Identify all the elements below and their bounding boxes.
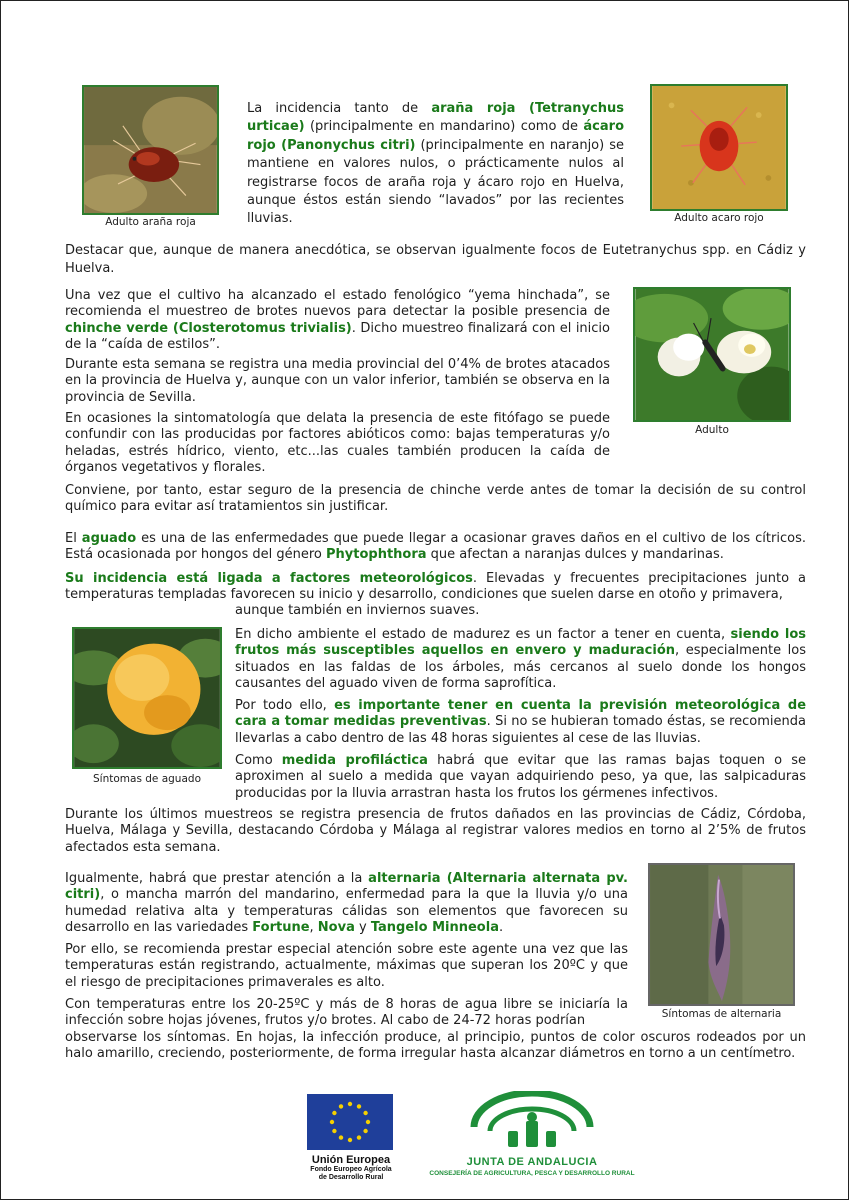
eu-flag-icon	[307, 1094, 393, 1150]
chinche-paragraph-3: En ocasiones la sintomatología que delata la presencia de este fitófago se puede confundir con las producidas por factores abióticos como: bajas temperaturas y/o heladas, estrés hídrico, viento, etc...las cuales también producen la caída de órganos vegetativos y florales.	[65, 411, 610, 476]
green-bug-photo	[633, 287, 791, 422]
red-mite-photo	[650, 84, 788, 211]
mites-paragraph: La incidencia tanto de araña roja (Tetranychus urticae) (principalmente en mandarino) como de ácaro rojo (Panonychus citri) (principalmente en naranjo) se mantiene en valores nulos, o prácticamente nulos al registrarse focos de araña roja y ácaro rojo en Huelva, aunque éstos están siendo “lavados” por las recientes lluvias.	[247, 101, 624, 227]
eu-fund-line-2: de Desarrollo Rural	[318, 1174, 384, 1181]
alternaria-image	[650, 865, 793, 1004]
alternaria-photo	[648, 863, 795, 1006]
aguado-paragraph-6: Durante los últimos muestreos se registra presencia de frutos dañados en las provincias de Cádiz, Córdoba, Huelva, Málaga y Sevilla, destacando Córdoba y Málaga al registrar valores medios en torno al 2’5% de frutos afectados esta semana.	[65, 807, 806, 855]
junta-logo	[426, 1091, 638, 1186]
aguado-caption: Síntomas de aguado	[93, 773, 201, 785]
chinche-paragraph-2: Durante esta semana se registra una media provincial del 0’4% de brotes atacados en la provincia de Huelva y, aunque con un valor inferior, también se observa en la provincia de Sevilla.	[65, 357, 610, 405]
aguado-paragraph-2-tail: aunque también en inviernos suaves.	[235, 603, 480, 618]
spider-mite-image	[84, 87, 217, 213]
green-bug-caption: Adulto	[695, 424, 729, 436]
eu-fund-line-1: Fondo Europeo Agrícola	[310, 1166, 392, 1173]
aguado-image	[74, 629, 220, 767]
red-mite-name: ácaro rojo (Panonychus citri)	[247, 119, 624, 153]
spider-mite-name: araña roja (Tetranychus urticae)	[247, 101, 624, 135]
chinche-paragraph-1: Una vez que el cultivo ha alcanzado el estado fenológico “yema hinchada”, se recomienda el muestreo de brotes nuevos para detectar la posible presencia de chinche verde (Closterotomus trivialis). Dicho muestreo finalizará con el inicio de la “caída de estilos”.	[65, 288, 610, 353]
aguado-paragraph-5: Como medida profiláctica habrá que evitar que las ramas bajas toquen o se aproximen al suelo a medida que vayan adquiriendo peso, ya que, las salpicaduras producidas por la lluvia arrastran hasta los frutos los gérmenes infectivos.	[235, 753, 806, 801]
chinche-name: chinche verde (Closterotomus trivialis)	[65, 320, 352, 336]
junta-emblem-icon	[426, 1091, 638, 1151]
junta-name: JUNTA DE ANDALUCIA	[466, 1156, 598, 1168]
aguado-paragraph-1: El aguado es una de las enfermedades que puede llegar a ocasionar graves daños en el cultivo de los cítricos. Está ocasionada por hongos del género Phytophthora que afectan a naranjas dulces y mandarinas.	[65, 531, 806, 563]
spider-mite-caption: Adulto araña roja	[105, 216, 196, 228]
aguado-paragraph-3: En dicho ambiente el estado de madurez es un factor a tener en cuenta, siendo los frutos más susceptibles aquellos en envero y maduración, especialmente los situados en las faldas de los árboles, más cercanos al suelo donde los hongos causantes del aguado viven de forma saprofítica.	[235, 627, 807, 692]
aguado-paragraph-2: Su incidencia está ligada a factores meteorológicos. Elevadas y frecuentes precipitaciones junto a temperaturas templadas favorecen su inicio y desarrollo, condiciones que suelen darse en otoño y primavera,	[65, 571, 807, 603]
eu-title: Unión Europea	[311, 1154, 391, 1166]
eu-logo	[307, 1094, 395, 1186]
aguado-photo	[72, 627, 222, 769]
spider-mite-photo	[82, 85, 219, 215]
green-bug-image	[635, 289, 789, 420]
alternaria-paragraph-3-bottom: observarse los síntomas. En hojas, la infección produce, al principio, puntos de color oscuros rodeados por un halo amarillo, creciendo, posteriormente, de forma irregular hasta alcanzar diámetros en torno a un centímetro.	[65, 1030, 806, 1062]
eutetranychus-paragraph: Destacar que, aunque de manera anecdótica, se observan igualmente focos de Eutetranychus spp. en Cádiz y Huelva.	[65, 243, 806, 276]
alternaria-caption: Síntomas de alternaria	[661, 1008, 782, 1020]
aguado-paragraph-4: Por todo ello, es importante tener en cuenta la previsión meteorológica de cara a tomar medidas preventivas. Si no se hubieran tomado éstas, se recomienda llevarlas a cabo dentro de las 48 horas siguientes al cese de las lluvias.	[235, 698, 807, 746]
junta-department: CONSEJERÍA DE AGRICULTURA, PESCA Y DESARROLLO RURAL	[429, 1170, 635, 1177]
red-mite-image	[652, 86, 786, 209]
chinche-paragraph-4: Conviene, por tanto, estar seguro de la presencia de chinche verde antes de tomar la decisión de su control químico para evitar así tratamientos sin justificar.	[65, 483, 806, 515]
alternaria-paragraph-2: Por ello, se recomienda prestar especial atención sobre este agente una vez que las temperaturas están registrando, actualmente, máximas que superan los 20ºC y que el riesgo de precipitaciones primaverales es alto.	[65, 942, 628, 990]
alternaria-paragraph-3-top: Con temperaturas entre los 20-25ºC y más de 8 horas de agua libre se iniciaría la infección sobre hojas jóvenes, frutos y/o brotes. Al cabo de 24-72 horas podrían	[65, 997, 628, 1029]
red-mite-caption: Adulto acaro rojo	[674, 212, 764, 224]
alternaria-paragraph-1: Igualmente, habrá que prestar atención a la alternaria (Alternaria alternata pv. citri), o mancha marrón del mandarino, enfermedad para la que la lluvia y/o una humedad relativa alta y temperaturas cálidas son elementos que favorecen su desarrollo en las variedades Fortune, Nova y Tangelo Minneola.	[65, 871, 628, 936]
